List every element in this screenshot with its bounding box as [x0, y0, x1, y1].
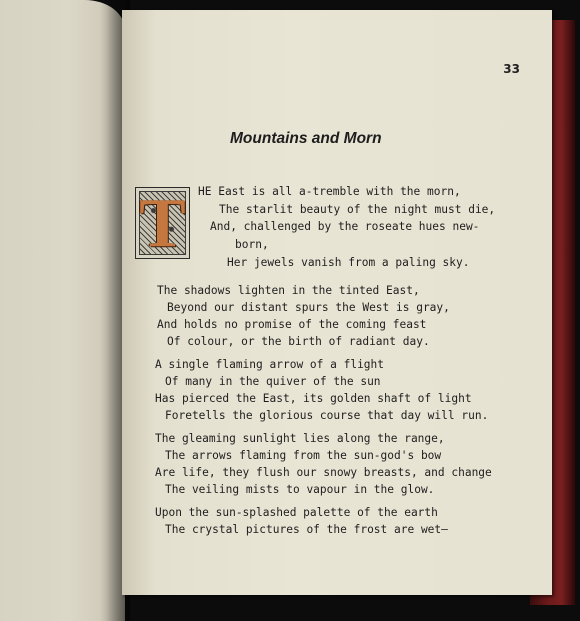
right-page [122, 10, 552, 595]
page-number: 33 [503, 62, 520, 76]
poem-line: The gleaming sunlight lies along the range, [155, 432, 445, 445]
drop-cap-ornament [135, 185, 190, 262]
poem-line: Foretells the glorious course that day will run. [165, 409, 489, 422]
poem-line: The starlit beauty of the night must die, [219, 203, 496, 216]
poem-line: The arrows flaming from the sun-god's bow [165, 449, 442, 462]
poem-line: born, [235, 238, 269, 251]
poem-title: Mountains and Morn [230, 130, 382, 147]
poem-line: And holds no promise of the coming feast [157, 318, 427, 331]
poem-line: And, challenged by the roseate hues new- [210, 220, 480, 233]
poem-line: The veiling mists to vapour in the glow. [165, 483, 435, 496]
poem-line: Her jewels vanish from a paling sky. [227, 256, 470, 269]
poem-line: A single flaming arrow of a flight [155, 358, 385, 371]
poem-line: Of many in the quiver of the sun [165, 375, 381, 388]
poem-line: Has pierced the East, its golden shaft of light [155, 392, 472, 405]
poem-line: Beyond our distant spurs the West is gray, [167, 301, 450, 314]
drop-cap-letter: T [139, 185, 186, 262]
poem-line: Of colour, or the birth of radiant day. [167, 335, 430, 348]
poem-line: The shadows lighten in the tinted East, [157, 284, 420, 297]
poem-line: HE East is all a-tremble with the morn, [198, 185, 461, 198]
poem-line: Are life, they flush our snowy breasts, and change [155, 466, 492, 479]
poem-line: The crystal pictures of the frost are wet— [165, 523, 448, 536]
poem-line: Upon the sun-splashed palette of the earth [155, 506, 438, 519]
